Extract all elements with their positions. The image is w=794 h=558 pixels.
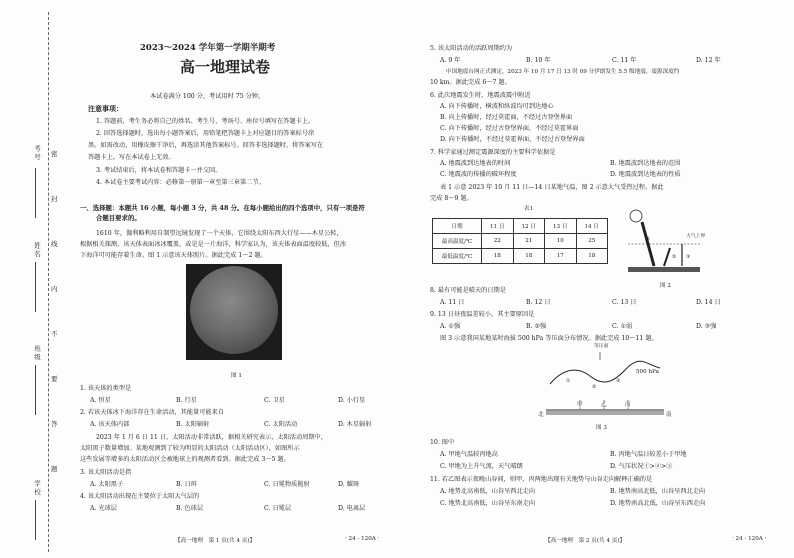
table-cell: 18 [482,249,514,264]
label-xuexiao: 学校 [33,480,41,497]
q4-option-b: B. 色球层 [176,505,204,512]
question-3: 3. 该太阳活动是指 [80,469,132,476]
seal-char: 内 [51,285,58,293]
q9-option-c: C. ①弱 [612,323,633,330]
fig3-top-label: 等压面 [594,344,609,349]
figure-1-caption: 图 1 [231,373,242,379]
ground-surface [628,267,700,272]
table-row [433,234,608,249]
figure-2-caption: 图 2 [660,283,671,289]
q7-option-d: D. 地震波到达地表的性质 [610,171,681,178]
question-8: 8. 最有可能是晴天的日期是 [430,287,506,294]
para-2-1: 2023 年 1 月 6 日 11 日，太阳活动非常活跃，据相关研究表示，太阳活动周期中， [96,434,327,441]
fig3-place-jia: 甲 [577,402,583,408]
q3-option-b: B. 日珥 [176,481,197,488]
table-header-cell: 日期 [433,219,482,234]
notice-1: 1. 答题前，考生务必将自己的姓名、考生号、考场号、座位号填写在答题卡上。 [96,118,315,125]
para-2-3: 这些发展等增多的太阳活动区会被地球上的观测者看到。据此完成 3～5 题。 [80,456,290,463]
footer-code-right: · 24 - 120A · [732,536,767,542]
table-header-cell: 12 日 [513,219,545,234]
section-title: 一、选择题：本题共 16 小题，每小题 3 分，共 48 分。在每小题给出的四个选项中，只有一项是符 [80,204,365,212]
q8-option-a: A. 11 日 [440,299,465,306]
q9-option-d: D. ③强 [696,323,717,330]
q5-option-d: D. 12 年 [696,57,721,64]
banji-line [35,365,36,415]
figure-2-label: 大气上界 [686,234,706,239]
seal-char: 要 [51,375,58,383]
fig3-marker-2: ② [592,385,597,390]
seal-char: 答 [51,420,58,428]
seal-char: 线 [51,240,58,248]
footer-code-left: · 24 - 120A · [345,536,380,542]
q2-option-b: B. 太阳辐射 [176,421,210,428]
q2-option-d: D. 木星辐射 [338,421,372,428]
q10-option-b: B. 丙地气温日较差小于甲地 [610,451,687,458]
intro-3: 下海洋可可能存着生命。图 1 示意该天体照片。据此完成 1～2 题。 [80,252,267,259]
q2-option-a: A. 该天体内部 [90,421,130,428]
seal-char: 题 [51,465,58,473]
table-cell: 17 [545,249,577,264]
binding-line [48,12,49,552]
notice-4: 4. 本试卷主要考试内容：必修第一册第一章至第三章第二节。 [96,179,265,186]
fig2-marker-1: ① [646,237,651,242]
q4-option-a: A. 光球层 [90,505,117,512]
footer-right: 【高一地理 第 2 页(共 4 页)】 [545,538,626,544]
table-header-cell: 13 日 [545,219,577,234]
q7-option-b: B. 地震波到达地表的范围 [610,160,681,167]
figure-2-diagram [624,204,704,280]
q3-option-d: D. 耀斑 [338,481,360,488]
fig2-marker-3: ③ [686,255,691,260]
question-4: 4. 该太阳活动出现在主要位于太阳大气层的 [80,493,200,500]
notice-2b: 黑。如需改动，用橡皮擦干净后，再选涂其他答案标号。回答非选择题时，将答案写在 [88,142,324,149]
q8-option-d: D. 14 日 [696,299,721,306]
fig3-marker-1: ① [566,379,571,384]
q1-option-c: C. 卫星 [264,397,285,404]
intro-1: 1610 年，伽利略利用自制望远镜发现了一个天体，它围绕太阳东西大行星——木星公转， [96,230,343,237]
sun-icon [630,210,642,222]
fig3-marker-3: ③ [616,379,621,384]
q6-option-d: D. 向下传播时，不经过莫霍界面，不经过古登堡界面 [440,136,585,143]
fig3-south: 南 [666,412,672,418]
table-header-row [433,219,608,234]
q6-option-a: A. 向下传播时，横波和纵波均可到达地心 [440,103,554,110]
q6-option-b: B. 向上传播时，经过莫霍面，不经过古登堡界面 [440,114,573,121]
para-quake-1: 中国地震台网正式测定，2023 年 10 月 17 日 13 时 09 分伊朗发生 5.5 级地震，震源深度约 [446,69,680,75]
label-banji: 班级 [33,345,41,362]
table-cell: 22 [482,234,514,249]
section-title-cont: 合题目要求的。 [96,214,141,222]
q4-option-c: C. 日冕层 [264,505,292,512]
notice-2: 2. 回答选择题时，选出每小题答案后，用铅笔把答题卡上对应题目的答案标号涂 [96,130,315,137]
q10-option-d: D. 气压状况①>②>③ [610,463,673,470]
figure-3-caption: 图 3 [596,425,607,431]
q1-option-b: B. 行星 [176,397,197,404]
q11-option-b: B. 地势南高北低，山谷呈西北走向 [610,488,706,495]
fig3-isobar-label: 500 hPa [636,369,659,375]
question-11: 11. 若乙图表示夜晚山谷间，则甲、丙两地出现有关地势与山谷走向解释正确的是 [430,476,653,483]
question-2: 2. 若该天体冰下海洋存在生命活动，其能量可能来自 [80,409,224,416]
q6-option-c: C. 向下传播时，经过古登堡界面，不经过莫霍界面 [440,125,579,132]
q3-option-a: A. 太阳黑子 [90,481,124,488]
q8-option-b: B. 12 日 [526,299,551,306]
fig3-north: 北 [538,412,544,418]
table-cell: 25 [576,234,608,249]
q7-option-c: C. 地震波的传播的破坏程度 [440,171,517,178]
temperature-table [432,218,608,264]
para-quake-2: 10 km。据此完成 6～7 题。 [430,79,511,86]
notice-3: 3. 考试结束后，将本试卷和答题卡一并交回。 [96,167,222,174]
q5-option-c: C. 11 年 [612,57,637,64]
para-table-1: 表 1 示意 2023 年 10 月 11 日—14 日某地气温，图 2 示意大气受热过程。据此 [440,184,664,191]
seal-char: 封 [51,195,58,203]
page-title: 高一地理试卷 [180,58,271,76]
xingming-line [35,262,36,312]
table-cell: 21 [513,234,545,249]
fig2-marker-2: ② [672,255,677,260]
figure-3-diagram [540,346,670,432]
q4-option-d: D. 电离层 [338,505,366,512]
q9-option-a: A. ①强 [440,323,461,330]
q11-option-d: D. 地势南高北低，山谷呈东西走向 [610,500,706,507]
intro-2: 根据相关探测，该天体表面冰冰覆盖，或是是一片海洋，科学家认为，该天体表面温度较低，但冰 [80,241,347,248]
q11-option-a: A. 地势北高南低，山谷呈西北走向 [440,488,536,495]
notice-2c: 答题卡上。写在本试卷上无效。 [88,154,175,161]
q10-option-a: A. 甲地气温较丙地高 [440,451,498,458]
exam-header: 2023～2024 学年第一学期半期考 [140,43,276,53]
q5-option-a: A. 9 年 [440,57,461,64]
table-caption: 表1 [524,206,534,212]
table-row [433,249,608,264]
xuexiao-line [35,500,36,540]
label-kaohao: 考号 [33,145,41,162]
q11-option-c: C. 地势北高南低，山谷呈东南走向 [440,500,536,507]
notice-title: 注意事项： [88,104,123,113]
para-fig3: 图 3 示意我国某地某时海拔 500 hPa 等压面分布情况。据此完成 10～11 题。 [440,335,658,342]
question-1: 1. 该天体的类型是 [80,385,132,392]
table-header-cell: 11 日 [482,219,514,234]
table-cell: 18 [513,249,545,264]
q1-option-d: D. 小行星 [338,397,366,404]
score-note: 本试卷满分 100 分，考试用时 75 分钟。 [150,93,265,100]
seal-char: 不 [51,330,58,338]
question-9: 9. 13 日昼夜温差较小，其主要原因是 [430,311,535,318]
table-cell: 最高温度/℃ [433,234,482,249]
table-cell: 18 [576,249,608,264]
fig3-place-bing: 丙 [625,402,631,408]
moon-image [190,266,278,354]
table-cell: 最低温度/℃ [433,249,482,264]
arrow-2 [664,248,670,266]
table-cell: 10 [545,234,577,249]
q7-option-a: A. 地震波到达地表的时间 [440,160,511,167]
fig3-place-yi: 乙 [601,402,607,408]
footer-left: 【高一地理 第 1 页(共 4 页)】 [175,538,256,544]
seal-char: 密 [51,150,58,158]
q10-option-c: C. 甲地为上升气流，天气晴朗 [440,463,523,470]
q5-option-b: B. 10 年 [526,57,551,64]
table-header-cell: 14 日 [576,219,608,234]
q9-option-b: B. ②强 [526,323,547,330]
q2-option-c: C. 太阳活动 [264,421,298,428]
question-6: 6. 此次地震发生时，地震波震中附近 [430,92,531,99]
para-2-2: 太阳黑子数量增加。某地观测到了较为明显的太阳活动（太阳活动区），如图所示 [80,445,300,452]
question-7: 7. 科学家通过测定震源深度的主要科学依据是 [430,149,556,156]
q8-option-c: C. 13 日 [612,299,637,306]
question-5: 5. 该太阳活动的活跃周期约为 [430,45,513,52]
label-xingming: 姓名 [33,242,41,259]
kaohao-line [35,168,36,218]
fig3-ground-hatch [546,411,664,415]
q3-option-c: C. 日冕物质抛射 [264,481,310,488]
para-table-2: 完成 8～9 题。 [430,195,473,202]
q1-option-a: A. 恒星 [90,397,111,404]
question-10: 10. 图中 [430,439,455,446]
